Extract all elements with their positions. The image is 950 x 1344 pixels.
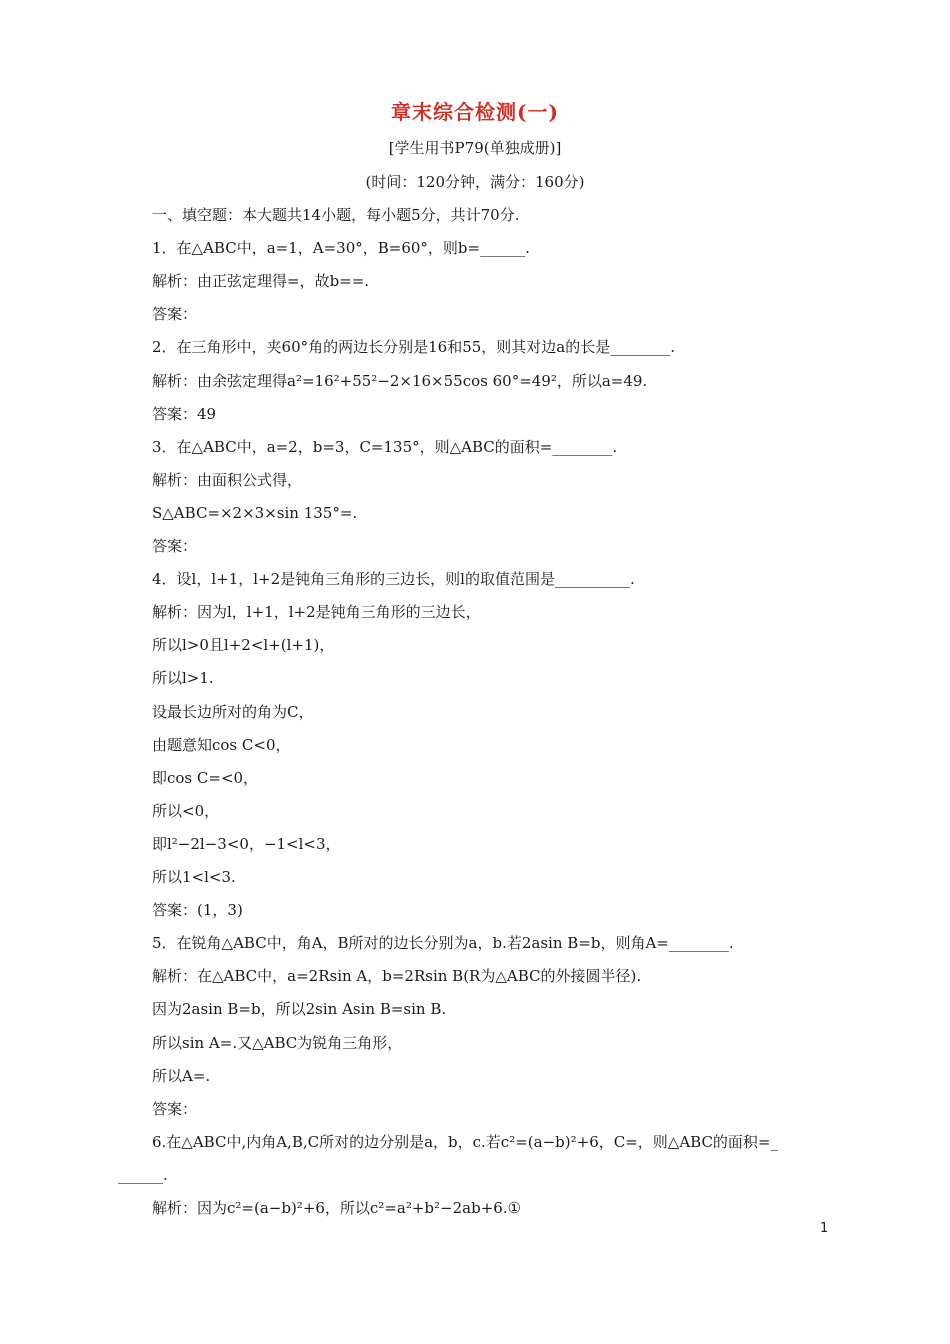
text-line: 答案：(1，3) — [152, 901, 243, 920]
text-line: 解析：由余弦定理得a²=16²+55²−2×16×55cos 60°=49²，所以a=49. — [152, 371, 648, 390]
text-line: ______. — [118, 1165, 168, 1184]
text-line: 6.在△ABC中,内角A,B,C所对的边分别是a，b，c.若c²=(a−b)²+6，C=，则△ABC的面积=_ — [152, 1132, 778, 1151]
text-line: 即l²−2l−3<0，−1<l<3， — [152, 834, 341, 853]
text-line: 4．设l，l+1，l+2是钝角三角形的三边长，则l的取值范围是__________. — [152, 570, 635, 589]
text-line: 答案： — [152, 537, 198, 555]
text-line: 所以1<l<3. — [152, 868, 236, 886]
subtitle-time-score: (时间：120分钟，满分：160分) — [365, 173, 585, 191]
text-line: 5．在锐角△ABC中，角A，B所对的边长分别为a，b.若2asin B=b，则角A=________. — [152, 934, 734, 953]
text-line: 解析：因为l，l+1，l+2是钝角三角形的三边长， — [152, 603, 481, 622]
text-line: 解析：由正弦定理得=，故b==. — [152, 272, 370, 291]
text-line: 所以l>0且l+2<l+(l+1)， — [152, 636, 335, 655]
subtitle-reference: [学生用书P79(单独成册)] — [388, 139, 562, 157]
text-line: 所以l>1. — [152, 669, 214, 688]
text-line: 答案： — [152, 1099, 198, 1118]
text-line: 答案：49 — [152, 404, 217, 423]
text-line: 解析：在△ABC中，a=2Rsin A，b=2Rsin B(R为△ABC的外接圆半径). — [152, 967, 642, 986]
text-line: 即cos C=<0， — [152, 768, 259, 787]
text-line: 所以<0， — [152, 801, 220, 820]
text-line: 由题意知cos C<0， — [152, 735, 291, 754]
page-number: 1 — [820, 1221, 829, 1236]
text-line: 因为2asin B=b，所以2sin Asin B=sin B. — [152, 1000, 447, 1019]
text-line: 解析：因为c²=(a−b)²+6，所以c²=a²+b²−2ab+6.① — [152, 1199, 522, 1217]
text-line: 一、填空题：本大题共14小题，每小题5分，共计70分. — [152, 206, 520, 224]
text-line: 解析：由面积公式得， — [152, 470, 303, 489]
text-line: 2．在三角形中，夹60°角的两边长分别是16和55，则其对边a的长是________. — [152, 338, 676, 357]
text-line: 所以sin A=.又△ABC为锐角三角形， — [152, 1033, 403, 1052]
text-line: 所以A=. — [152, 1066, 211, 1085]
text-line: 3．在△ABC中，a=2，b=3，C=135°，则△ABC的面积=________. — [152, 437, 618, 456]
text-line: 1．在△ABC中，a=1，A=30°，B=60°，则b=______. — [152, 239, 530, 258]
text-line: 答案： — [152, 305, 198, 324]
page-title: 章末综合检测(一) — [391, 100, 559, 124]
text-line: 设最长边所对的角为C， — [152, 702, 314, 721]
text-line: S△ABC=×2×3×sin 135°=. — [152, 503, 358, 522]
